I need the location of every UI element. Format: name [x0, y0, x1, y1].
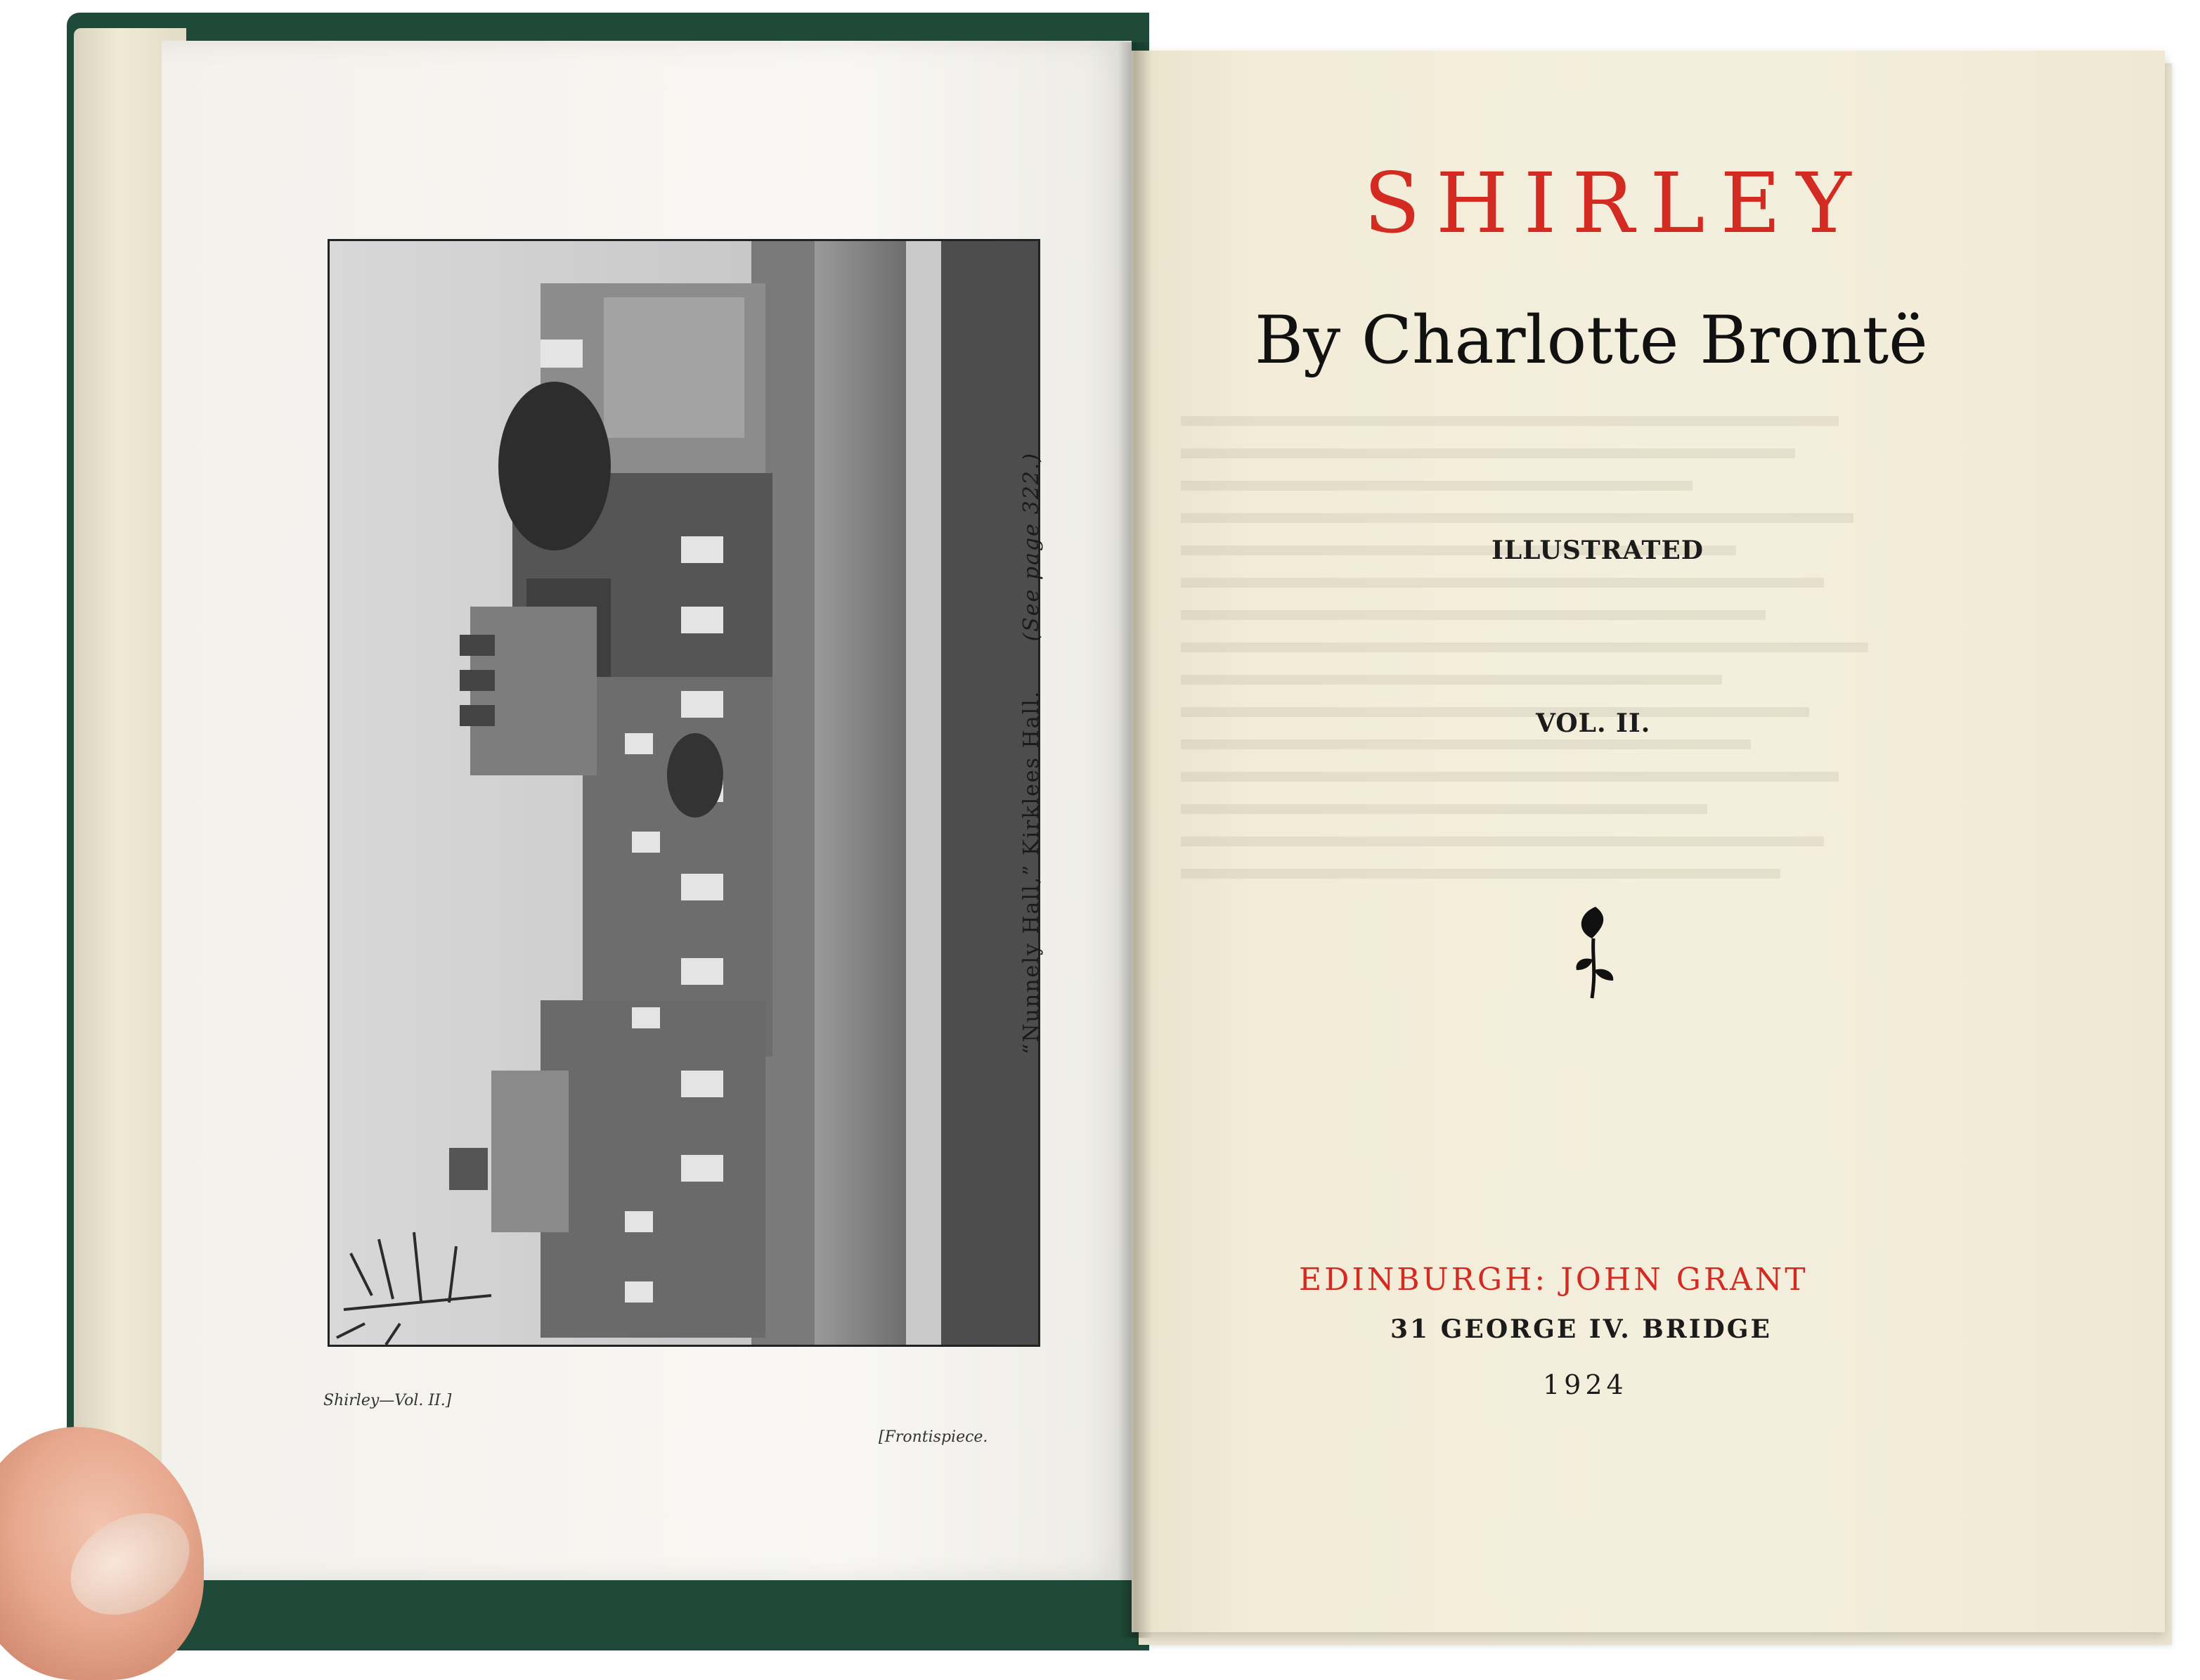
frontispiece-photo — [328, 239, 1040, 1347]
illustrated-label: ILLUSTRATED — [1492, 536, 1704, 565]
publisher: EDINBURGH: JOHN GRANT — [1299, 1262, 1808, 1298]
plate-caption-page-ref: (See page 322.) — [1019, 452, 1044, 642]
plate-caption — [1019, 422, 1044, 1054]
publication-year: 1924 — [1543, 1369, 1628, 1400]
show-through-contents — [1181, 394, 1912, 1237]
plate-footer-volume: Shirley—Vol. II.] — [323, 1392, 452, 1409]
book-gutter — [1118, 42, 1153, 1638]
volume-label: VOL. II. — [1536, 709, 1651, 738]
publisher-address: 31 GEORGE IV. BRIDGE — [1390, 1314, 1772, 1344]
book-author: By Charlotte Brontë — [1255, 302, 1928, 379]
floral-ornament-icon — [1571, 900, 1620, 1005]
plate-footer-frontispiece: [Frontispiece. — [879, 1428, 988, 1446]
plate-caption-name: “Nunnely Hall,” Kirklees Hall. — [1019, 690, 1044, 1054]
book-title: SHIRLEY — [1364, 155, 1867, 252]
